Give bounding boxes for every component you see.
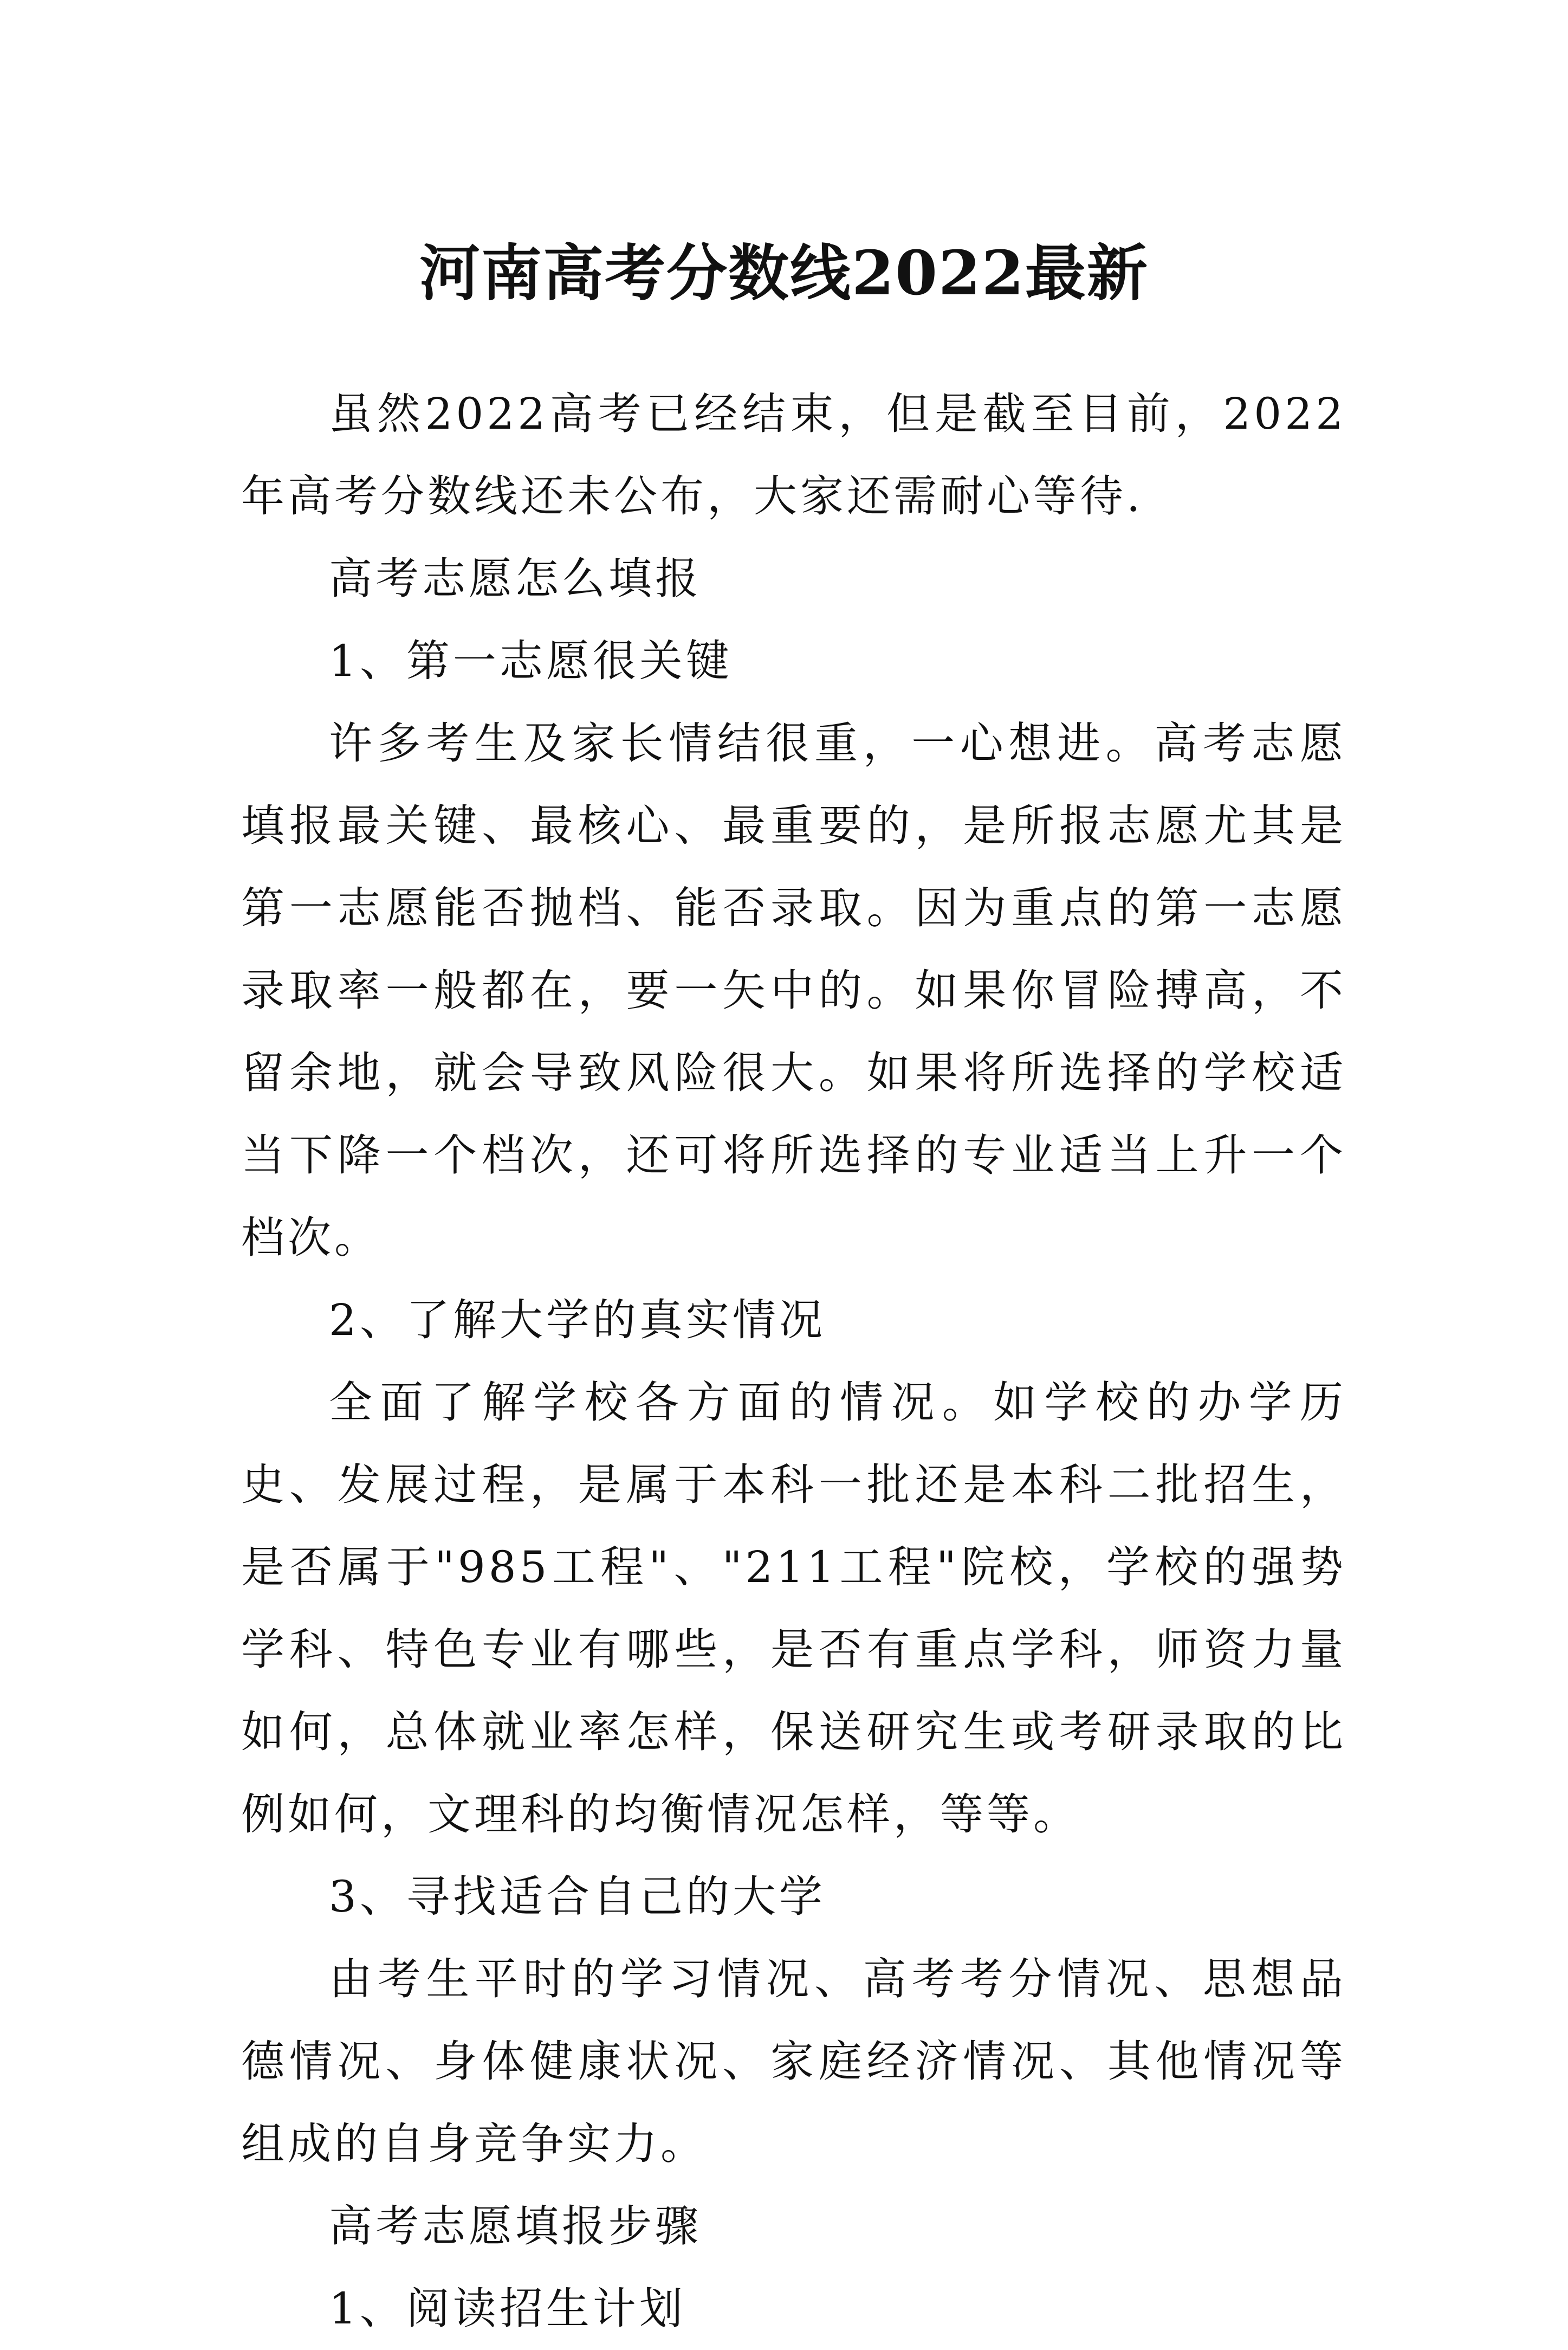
paragraph-find-suitable: 由考生平时的学习情况、高考考分情况、思想品德情况、身体健康状况、家庭经济情况、其他情况等组成的自身竞争实力。 (241, 1954, 1346, 2169)
subheading-know-university: 2、了解大学的真实情况 (329, 1295, 826, 1345)
section-heading-how-to-fill: 高考志愿怎么填报 (329, 553, 702, 604)
document-title: 河南高考分数线2022最新 (419, 238, 1149, 309)
paragraph-first-choice: 许多考生及家长情结很重，一心想进。高考志愿填报最关键、最核心、最重要的，是所报志愿尤其是第一志愿能否抛档、能否录取。因为重点的第一志愿录取率一般都在，要一矢中的。如果你冒险搏高，不留余地，就会导致风险很大。如果将所选择的学校适当下降一个档次，还可将所选择的专业适当上升一个档次。 (241, 718, 1346, 1263)
paragraph-intro: 虽然2022高考已经结束，但是截至目前，2022年高考分数线还未公布，大家还需耐心等待. (241, 389, 1346, 521)
subheading-read-plan: 1、阅读招生计划 (329, 2283, 686, 2334)
subheading-find-suitable: 3、寻找适合自己的大学 (329, 1871, 826, 1922)
paragraph-know-university: 全面了解学校各方面的情况。如学校的办学历史、发展过程，是属于本科一批还是本科二批招生，是否属于"985工程"、"211工程"院校，学校的强势学科、特色专业有哪些，是否有重点学科，师资力量如何，总体就业率怎样，保送研究生或考研录取的比例如何，文理科的均衡情况怎样，等等。 (241, 1377, 1346, 1839)
document-body (241, 373, 1346, 2350)
subheading-first-choice: 1、第一志愿很关键 (329, 636, 733, 686)
section-heading-steps: 高考志愿填报步骤 (329, 2201, 702, 2251)
